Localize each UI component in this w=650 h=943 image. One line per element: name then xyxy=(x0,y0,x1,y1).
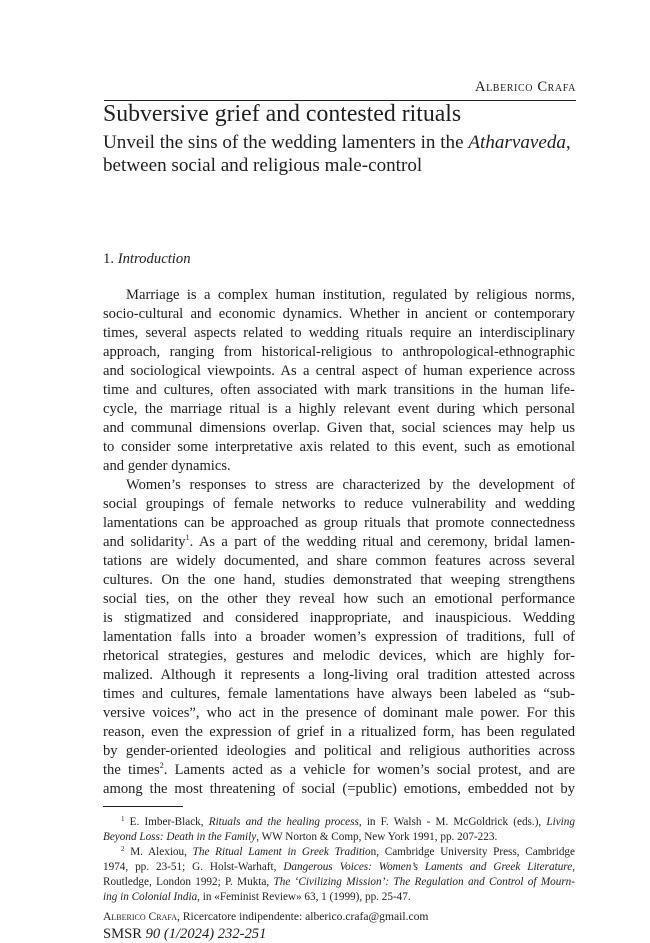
body-text: . Laments acted as a vehicle for women’s social protest, and are xyxy=(163,762,575,778)
author-affiliation xyxy=(103,910,428,924)
footnote-italic: Living xyxy=(546,816,575,828)
article-subtitle xyxy=(103,131,583,177)
body-text: the times xyxy=(103,762,160,778)
subtitle-italic-text: Atharvaveda xyxy=(468,132,566,153)
body-line: tations are widely documented, and share common features across several xyxy=(103,553,575,569)
body-line xyxy=(103,761,575,780)
footnote-italic: Dangerous Voices: Women’s Laments and Greek Literature xyxy=(283,861,573,873)
footnote-number: 2 xyxy=(121,845,125,853)
footnote-italic: The ‘Civilizing Mission’: The Regulation and Control of Mourn- xyxy=(273,876,575,888)
footnote-text: Routledge, London 1992; P. Mukta, xyxy=(103,876,274,888)
footnote-italic: ing in Colonial India xyxy=(103,891,198,903)
footnote-1-line xyxy=(121,815,575,830)
footnote-2-line xyxy=(103,860,575,875)
subtitle-text-line2: between social and religious male-control xyxy=(103,155,423,176)
body-line: times and cultures, female lamentations have always been labeled as “sub- xyxy=(103,686,575,702)
body-line: and communal dimensions overlap. Given that, social sciences may help us xyxy=(103,420,575,436)
body-line: times, several aspects related to wedding rituals require an interdisciplinary xyxy=(103,325,575,341)
body-line: approach, ranging from historical-religious to anthropological-ethnographic xyxy=(103,344,575,360)
subtitle-comma: , xyxy=(565,132,571,153)
footnote-2-line xyxy=(103,890,575,905)
author-name: Alberico Crafa xyxy=(103,910,177,923)
section-number: 1. xyxy=(103,251,118,267)
body-line: Women’s responses to stress are characterized by the development of xyxy=(126,477,575,493)
footnote-2-line xyxy=(103,875,575,890)
journal-issue: 90 (1/2024) 232-251 xyxy=(145,926,267,942)
author-info[interactable]: , Ricercatore indipendente: alberico.crafa@gmail.com xyxy=(176,910,429,923)
footnote-number: 1 xyxy=(121,815,125,823)
footnote-italic: Beyond Loss: Death in the Family xyxy=(103,831,257,843)
footnote-text: , in F. Walsh - M. McGoldrick (eds.), xyxy=(358,816,547,828)
body-line: reason, even the expression of grief in a ritualized form, has been regulated xyxy=(103,724,575,740)
section-heading xyxy=(103,250,191,268)
footnote-mark[interactable]: 1 xyxy=(185,533,190,542)
body-line: cultures. On the one hand, studies demonstrated that weeping strengthens xyxy=(103,572,575,588)
body-line: among the most threatening of social (=public) emotions, embedded not by xyxy=(103,781,575,797)
body-line: versive voices”, who act in the presence of dominant male power. For this xyxy=(103,705,575,721)
footnote-italic: Rituals and the healing process xyxy=(208,816,359,828)
subtitle-text: Unveil the sins of the wedding lamenters in the xyxy=(103,132,469,153)
body-line: lamentations can be approached as group rituals that promote connectedness xyxy=(103,515,575,531)
body-line: time and cultures, often associated with mark transitions in the human life- xyxy=(103,382,575,398)
footnote-text: , xyxy=(572,861,575,873)
footnote-text: M. Alexiou, xyxy=(124,846,193,858)
body-line: social groupings of female networks to reduce vulnerability and wedding xyxy=(103,496,575,512)
body-line: and gender dynamics. xyxy=(103,458,231,474)
footnote-text: , in «Feminist Review» 63, 1 (1999), pp. 25-47. xyxy=(197,891,411,903)
footnote-1-line xyxy=(103,830,575,845)
footnote-separator xyxy=(103,806,183,807)
footnote-text: , WW Norton & Comp, New York 1991, pp. 207-223. xyxy=(256,831,498,843)
body-line: rhetorical strategies, gestures and melodic devices, which are highly for- xyxy=(103,648,575,664)
footnote-2-line xyxy=(121,845,575,860)
body-line: socio-cultural and economic dynamics. Whether in ancient or contemporary xyxy=(103,306,575,322)
article-title: Subversive grief and contested rituals xyxy=(103,101,462,127)
body-line: malized. Although it represents a long-living oral tradition attested across xyxy=(103,667,575,683)
body-text: . As a part of the wedding ritual and ceremony, bridal lamen- xyxy=(189,534,575,550)
body-line: social ties, on the other they reveal how such an emotional performance xyxy=(103,591,575,607)
body-line: to consider some interpretative axis related to this event, such as emotional xyxy=(103,439,575,455)
body-line: and sociological viewpoints. As a central aspect of human experience across xyxy=(103,363,575,379)
journal-citation xyxy=(103,925,266,943)
body-line: by gender-oriented ideologies and political and religious authorities across xyxy=(103,743,575,759)
body-line: is stigmatized and considered inappropriate, and inauspicious. Wedding xyxy=(103,610,575,626)
body-text: and solidarity xyxy=(103,534,186,550)
body-line: Marriage is a complex human institution, regulated by religious norms, xyxy=(126,287,575,303)
journal-name: SMSR xyxy=(103,926,146,942)
body-line: cycle, the marriage ritual is a highly relevant event during which personal xyxy=(103,401,575,417)
footnote-italic: The Ritual Lament in Greek Traditio xyxy=(192,846,371,858)
footnote-text: n, Cambridge University Press, Cambridge xyxy=(370,846,575,858)
body-line: lamentation falls into a broader women’s expression of traditions, full of xyxy=(103,629,575,645)
footnote-text: E. Imber-Black, xyxy=(124,816,209,828)
footnote-text: 1974, pp. 23-51; G. Holst-Warhaft, xyxy=(103,861,284,873)
body-line xyxy=(103,533,575,552)
section-title: Introduction xyxy=(117,251,191,267)
running-head-author: Alberico Crafa xyxy=(474,79,576,95)
footnote-mark[interactable]: 2 xyxy=(159,761,164,770)
